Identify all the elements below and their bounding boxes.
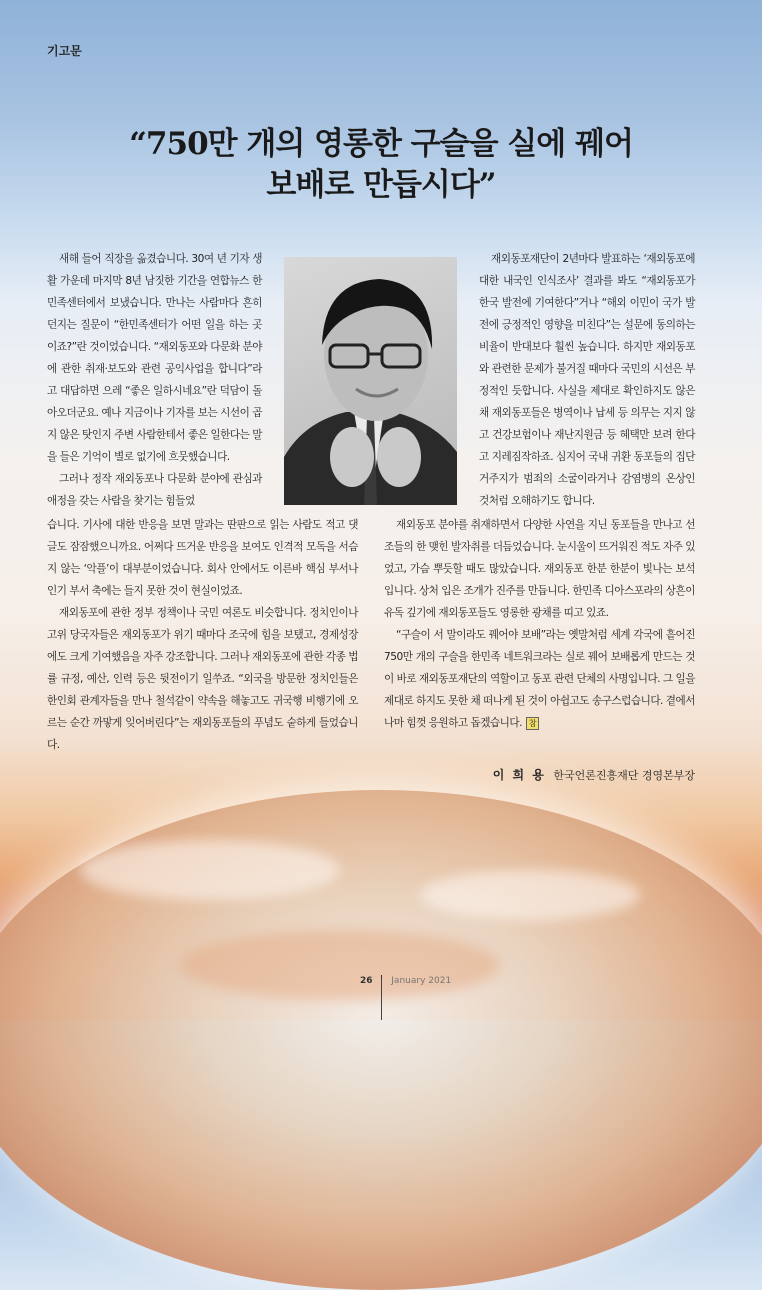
headline-line-2: 보배로 만듭시다”: [266, 167, 496, 203]
author-photo: [284, 257, 457, 505]
page-footer: [360, 975, 451, 986]
paragraph: 재외동포 분야를 취재하면서 다양한 사연을 지닌 동포들을 만나고 선조들의 한 맺힌 발자취를 더듬었습니다. 눈시울이 뜨거워진 적도 자주 있었고, 가슴 뿌듯할 때도 많았습니다. 재외동포 한분 한분이 빛나는 보석입니다. 상처 입은 조개가 진주를 만듭니다. 한민족 디아스포라의 상흔이 유독 깊기에 재외동포들도 영롱한 광채를 띠고 있죠.: [384, 519, 695, 619]
paragraph-text: “구슬이 서 말이라도 꿰어야 보배”라는 옛말처럼 세계 각국에 흩어진 750만 개의 구슬을 한민족 네트워크라는 실로 꿰어 보배롭게 만드는 것이 바로 재외동포재단의 역할이고 동포 관련 단체의 사명입니다. 그 일을 제대로 하지도 못한 채 떠나게 된 것이 아쉽고도 송구스럽습니다. 곁에서나마 힘껏 응원하고 돕겠습니다.: [384, 629, 695, 729]
background-cloud: [180, 930, 500, 1000]
end-mark-icon: 참: [526, 717, 539, 730]
page-number: 26: [360, 976, 373, 986]
paragraph: 습니다. 기사에 대한 반응을 보면 말과는 딴판으로 읽는 사람도 적고 댓글도 잠잠했으니까요. 어쩌다 뜨거운 반응을 보여도 인격적 모독을 서슴지 않는 ‘악플’이 대부분이었습니다. 회사 안에서도 이른바 핵심 부서나 인기 부서 축에는 들지 못한 것이 현실이었죠.: [47, 519, 358, 597]
lower-right-column: [384, 514, 695, 734]
issue-date: January 2021: [391, 976, 452, 986]
paragraph: [384, 624, 695, 734]
right-column: [479, 248, 695, 512]
gutter-line: [381, 978, 382, 1020]
paragraph: 그러나 정작 재외동포나 다문화 분야에 관심과 애정을 갖는 사람을 찾기는 힘들었: [47, 473, 262, 507]
headline: [60, 124, 702, 206]
author-name: 이 희 용: [492, 768, 546, 782]
left-column: [47, 248, 262, 512]
paragraph: 새해 들어 직장을 옮겼습니다. 30여 년 기자 생활 가운데 마지막 8년 남짓한 기간을 연합뉴스 한민족센터에서 보냈습니다. 만나는 사람마다 흔히 던지는 질문이 “한민족센터가 어떤 일을 하는 곳이죠?”란 것이었습니다. “재외동포와 다문화 분야에 관한 취재·보도와 관련 공익사업을 합니다”라고 대답하면 으레 “좋은 일하시네요”란 덕담이 돌아오더군요. 예나 지금이나 기자를 보는 시선이 곱지 않은 탓인지 주변 사람한테서 좋은 일한다는 말을 들은 기억이 별로 없기에 흐뭇했습니다.: [47, 253, 262, 463]
lower-left-column: [47, 514, 358, 756]
section-tag: 기고문: [47, 44, 82, 58]
byline: [493, 766, 695, 783]
author-title: 한국언론진흥재단 경영본부장: [553, 769, 695, 782]
background-cloud: [420, 870, 640, 920]
headline-line-1: “750만 개의 영롱한 구슬을 실에 꿰어: [129, 126, 633, 162]
paragraph: 재외동포재단이 2년마다 발표하는 ‘재외동포에 대한 내국인 인식조사’ 결과를 봐도 “재외동포가 한국 발전에 기여한다”거나 “해외 이민이 국가 발전에 긍정적인 영향을 미친다”는 설문에 동의하는 비율이 반대보다 훨씬 높습니다. 하지만 재외동포와 관련한 문제가 불거질 때마다 국민의 시선은 부정적인 듯합니다. 사실을 제대로 확인하지도 않은 채 재외동포들은 병역이나 납세 등 의무는 지지 않고 건강보험이나 재난지원금 등 혜택만 보려 한다고 지레짐작하죠. 심지어 국내 귀환 동포들의 집단 거주지가 범죄의 소굴이라거나 감염병의 온상인 것처럼 오해하기도 합니다.: [479, 253, 695, 507]
paragraph: 재외동포에 관한 정부 정책이나 국민 여론도 비슷합니다. 정치인이나 고위 당국자들은 재외동포가 위기 때마다 조국에 힘을 보탰고, 경제성장에도 크게 기여했음을 자주 강조합니다. 그러나 재외동포에 관한 각종 법률 규정, 예산, 인력 등은 뒷전이기 일쑤죠. “외국을 방문한 정치인들은 한인회 관계자들을 만나 철석같이 약속을 해놓고도 귀국행 비행기에 오르는 순간 까맣게 잊어버린다”는 재외동포들의 푸념도 숱하게 들었습니다.: [47, 607, 358, 751]
author-portrait-image: [284, 257, 457, 505]
background-cloud: [80, 840, 340, 900]
